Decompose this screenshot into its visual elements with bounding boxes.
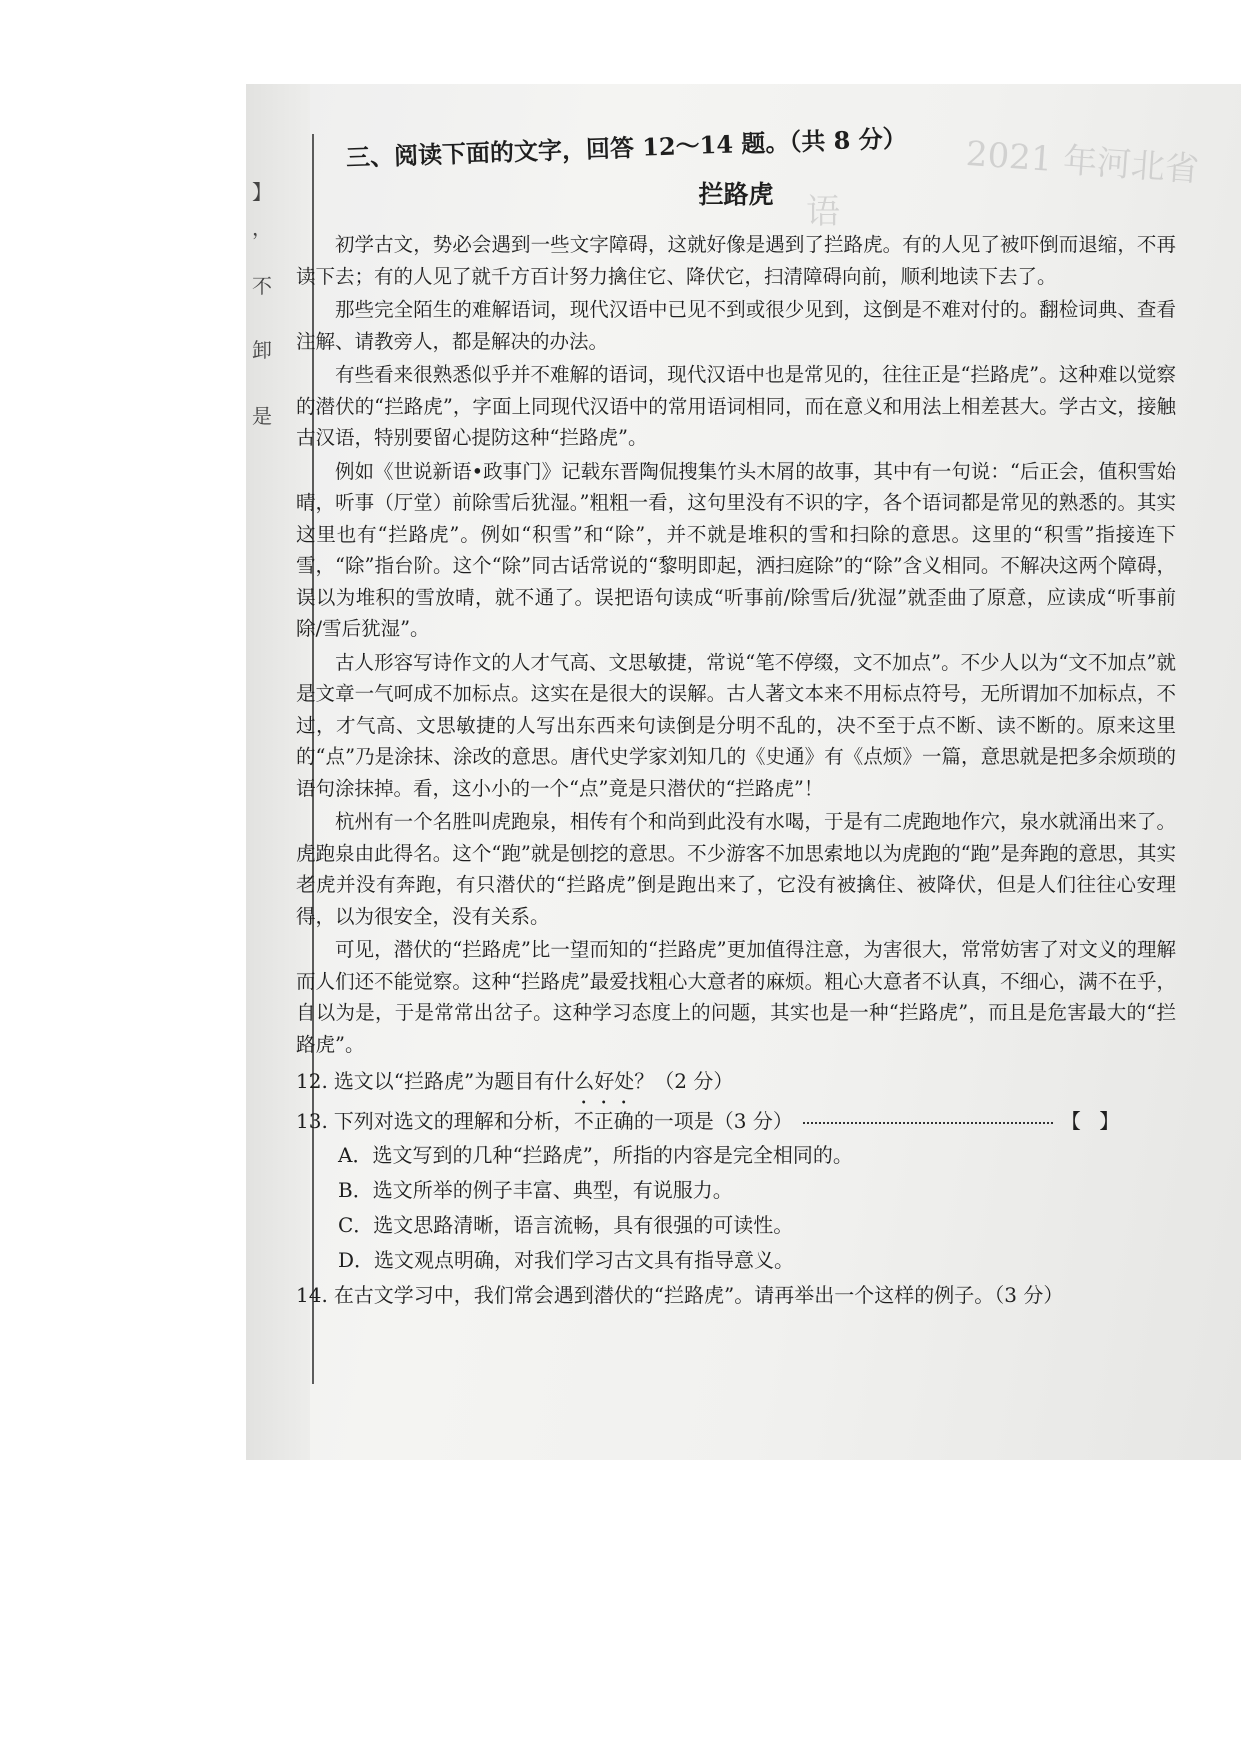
question-number: 14. bbox=[296, 1283, 328, 1307]
essay-paragraph: 例如《世说新语•政事门》记载东晋陶侃搜集竹头木屑的故事，其中有一句说：“后正会，值积雪始晴，听事（厅堂）前除雪后犹湿。”粗粗一看，这句里没有不识的字，各个语词都是常见的熟悉的。其实这里也有“拦路虎”。例如“积雪”和“除”，并不就是堆积的雪和扫除的意思。这里的“积雪”指接连下雪，“除”指台阶。这个“除”同古话常说的“黎明即起，洒扫庭除”的“除”含义相同。不解决这两个障碍，误以为堆积的雪放晴，就不通了。误把语句读成“听事前/除雪后/犹湿”就歪曲了原意，应读成“听事前除/雪后犹湿”。 bbox=[296, 459, 1176, 640]
question-12 bbox=[296, 1064, 1176, 1098]
margin-fragment: 不 bbox=[252, 274, 272, 298]
exam-sheet bbox=[296, 123, 1176, 1312]
section-heading: 三、阅读下面的文字，回答 12～14 题。（共 8 分） bbox=[345, 123, 908, 172]
option-b: B．选文所举的例子丰富、典型，有说服力。 bbox=[338, 1178, 733, 1202]
question-list bbox=[296, 1064, 1176, 1312]
dotted-leader bbox=[803, 1122, 1053, 1124]
question-text-end: 的一项是（3 分） bbox=[633, 1109, 793, 1133]
question-text: 下列对选文的理解和分析， bbox=[333, 1109, 574, 1133]
essay-paragraph: 古人形容写诗作文的人才气高、文思敏捷，常说“笔不停缀，文不加点”。不少人以为“文不加点”就是文章一气呵成不加标点。这实在是很大的误解。古人著文本来不用标点符号，无所谓加不加标点，不过，才气高、文思敏捷的人写出东西来句读倒是分明不乱的，决不至于点不断、读不断的。原来这里的“点”乃是涂抹、涂改的意思。唐代史学家刘知几的《史通》有《点烦》一篇，意思就是把多余烦琐的语句涂抹掉。看，这小小的一个“点”竟是只潜伏的“拦路虎”！ bbox=[296, 650, 1176, 800]
question-14 bbox=[296, 1278, 1176, 1312]
margin-fragment: 是 bbox=[252, 404, 272, 428]
essay-paragraph: 那些完全陌生的难解语词，现代汉语中已见不到或很少见到，这倒是不难对付的。翻检词典、查看注解、请教旁人，都是解决的办法。 bbox=[296, 298, 1176, 353]
essay-paragraph: 杭州有一个名胜叫虎跑泉，相传有个和尚到此没有水喝，于是有二虎跑地作穴，泉水就涌出来了。虎跑泉由此得名。这个“跑”就是刨挖的意思。不少游客不加思索地以为虎跑的“跑”是奔跑的意思，其实老虎并没有奔跑，有只潜伏的“拦路虎”倒是跑出来了，它没有被擒住、被降伏，但是人们往往心安理得，以为很安全，没有关系。 bbox=[296, 810, 1176, 928]
essay-paragraph: 有些看来很熟悉似乎并不难解的语词，现代汉语中也是常见的，往往正是“拦路虎”。这种难以觉察的潜伏的“拦路虎”，字面上同现代汉语中的常用语词相同，而在意义和用法上相差甚大。学古文，接触古汉语，特别要留心提防这种“拦路虎”。 bbox=[296, 363, 1176, 449]
answer-bracket: 【 】 bbox=[1060, 1109, 1126, 1133]
question-text: 选文以“拦路虎”为题目有什么好处？（2 分） bbox=[333, 1069, 734, 1093]
margin-fragment: ， bbox=[252, 216, 272, 240]
question-13 bbox=[296, 1098, 1176, 1138]
option-c: C．选文思路清晰，语言流畅，具有很强的可读性。 bbox=[338, 1213, 794, 1237]
emphasized-words: 不正确 bbox=[573, 1109, 634, 1133]
question-number: 13. bbox=[296, 1109, 328, 1133]
question-number: 12. bbox=[296, 1069, 328, 1093]
show-through-text: 语 bbox=[806, 192, 840, 232]
question-text: 在古文学习中，我们常会遇到潜伏的“拦路虎”。请再举出一个这样的例子。（3 分） bbox=[333, 1283, 1064, 1307]
show-through-text: 2021 年河北省 bbox=[964, 133, 1201, 191]
essay-title: 拦路虎 bbox=[698, 180, 774, 209]
margin-fragment: 卸 bbox=[252, 338, 272, 362]
option-d: D．选文观点明确，对我们学习古文具有指导意义。 bbox=[338, 1248, 795, 1272]
option-a: A．选文写到的几种“拦路虎”，所指的内容是完全相同的。 bbox=[338, 1143, 853, 1167]
essay-paragraph: 初学古文，势必会遇到一些文字障碍，这就好像是遇到了拦路虎。有的人见了被吓倒而退缩，不再读下去；有的人见了就千方百计努力擒住它、降伏它，扫清障碍向前，顺利地读下去了。 bbox=[296, 233, 1176, 288]
margin-fragment: 】 bbox=[252, 180, 272, 204]
essay-paragraph: 可见，潜伏的“拦路虎”比一望而知的“拦路虎”更加值得注意，为害很大，常常妨害了对文义的理解而人们还不能觉察。这种“拦路虎”最爱找粗心大意者的麻烦。粗心大意者不认真，不细心，满不在乎，自以为是，于是常常出岔子。这种学习态度上的问题，其实也是一种“拦路虎”，而且是危害最大的“拦路虎”。 bbox=[296, 938, 1176, 1056]
